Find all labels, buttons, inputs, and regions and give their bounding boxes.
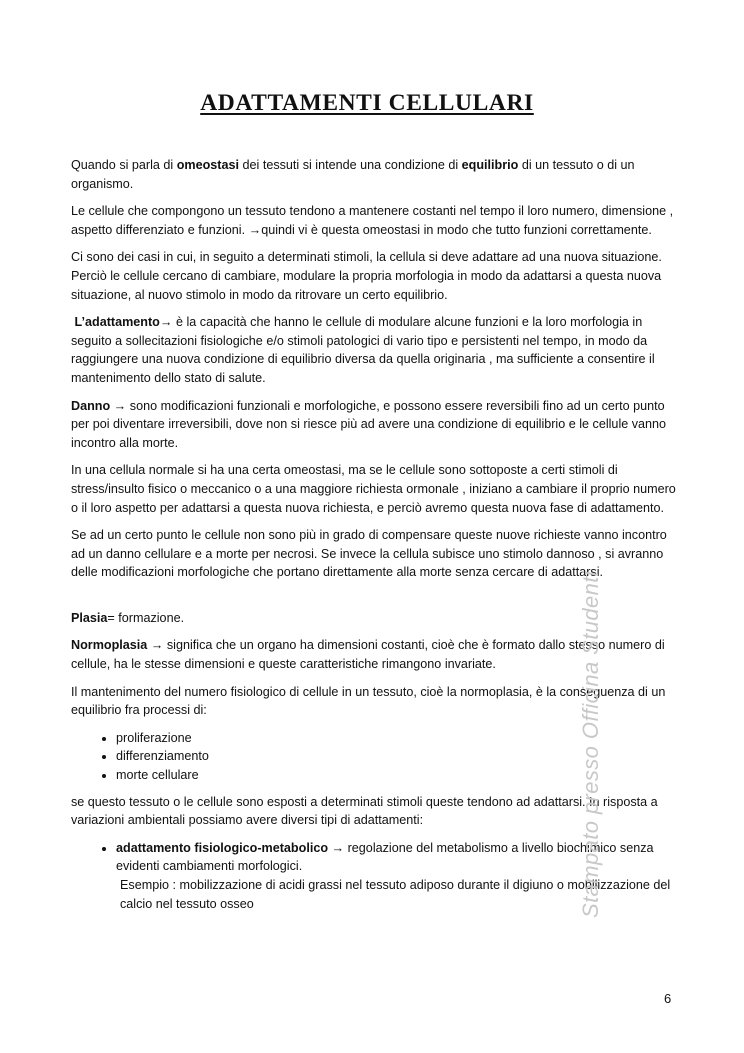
bold-term-normoplasia: Normoplasia xyxy=(71,638,148,653)
paragraph-danno xyxy=(71,397,676,453)
example-text: Esempio : mobilizzazione di acidi grassi nel tessuto adiposo durante il digiuno o mobilizzazione del calcio nel tessuto osseo xyxy=(120,878,671,911)
text-span: → significa che un organo ha dimensioni costanti, cioè che è formato dallo stesso numero di cellule, ha le stesse dimensioni e queste caratteristiche rimangono invariate. xyxy=(71,638,665,672)
text-span: Quando si parla di xyxy=(71,158,177,172)
paragraph-adattamento xyxy=(71,313,676,387)
paragraph-stimoli: Ci sono dei casi in cui, in seguito a determinati stimoli, la cellula si deve adattare ad una nuova situazione. Perciò le cellule cercano di cambiare, modulare la propria morfologia in modo da adattarsi a questa nuova situazione, al nuovo stimolo in modo da ritrovare un certo equilibrio. xyxy=(71,250,662,302)
text-span: è la capacità che hanno le cellule di modulare alcune funzioni e la loro morfologia in seguito a sollecitazioni fisiologiche e/o stimoli patologici di vario tipo e persistenti nel tempo, in modo da raggiungere una nuova condizione di equilibrio diversa da quella originaria , ma sufficiente a consentire il mantenimento dello stato di salute. xyxy=(71,315,655,385)
page-title: ADATTAMENTI CELLULARI xyxy=(200,90,534,116)
text-span: di un tessuto o di un organismo. xyxy=(71,158,635,191)
text-span: → regolazione del metabolismo a livello biochimico senza evidenti cambiamenti morfologici. xyxy=(116,840,654,874)
paragraph-cellula-normale: In una cellula normale si ha una certa omeostasi, ma se le cellule sono sottoposte a certi stimoli di stress/insulto fisico o meccanico o a una maggiore richiesta ormonale , iniziano a cambiare il proprio numero o il loro aspetto per adattarsi a questa nuova richiesta, e perciò avremo questa nuova fase di adattamento. xyxy=(71,463,676,515)
text-span: → sono modificazioni funzionali e morfologiche, e possono essere reversibili fino ad un certo punto per poi diventare irreversibili, dove non si riesce più ad avere una condizione di equilibrio e le cellule vanno incontro alla morte. xyxy=(71,398,667,450)
paragraph-adattamenti-tipi: se questo tessuto o le cellule sono esposti a determinati stimoli queste tendono ad adattarsi. In risposta a variazioni ambientali possiamo avere diversi tipi di adattamenti: xyxy=(71,794,658,828)
list-item: • differenziamento xyxy=(116,747,676,766)
text-span: = formazione. xyxy=(107,610,185,625)
page-number: 6 xyxy=(664,991,672,1006)
watermark: Stampato presso Officina Studenti xyxy=(578,570,603,918)
list-item: • proliferazione xyxy=(116,729,676,748)
paragraph-omeostasi xyxy=(71,156,676,193)
paragraph-cellule: Le cellule che compongono un tessuto tendono a mantenere costanti nel tempo il loro numero, dimensione , aspetto differenziato e funzioni. →quindi vi è questa omeostasi in modo che tutto funzioni correttamente. xyxy=(71,204,674,237)
bold-term-adattamento: L’adattamento→ xyxy=(74,315,173,330)
paragraph-necrosi: Se ad un certo punto le cellule non sono più in grado di compensare queste nuove richieste vanno incontro ad un danno cellulare e a morte per necrosi. Se invece la cellula subisce uno stimolo dannoso , si avranno delle modificazioni morfologiche che portano direttamente alla morte senza cercare di adattarsi. xyxy=(71,528,667,580)
bold-term-plasia: Plasia xyxy=(71,610,108,625)
paragraph-mantenimento: Il mantenimento del numero fisiologico di cellule in un tessuto, cioè la normoplasia, è la conseguenza di un equilibrio fra processi di: xyxy=(71,684,666,718)
list-item: • morte cellulare xyxy=(116,766,676,785)
bold-term-omeostasi: omeostasi xyxy=(176,158,240,172)
bold-term-adattamento-fisiologico: adattamento fisiologico-metabolico xyxy=(116,840,329,855)
bold-term-danno: Danno xyxy=(71,398,111,413)
bold-term-equilibrio: equilibrio xyxy=(461,158,519,172)
text-span: dei tessuti si intende una condizione di xyxy=(239,158,462,172)
